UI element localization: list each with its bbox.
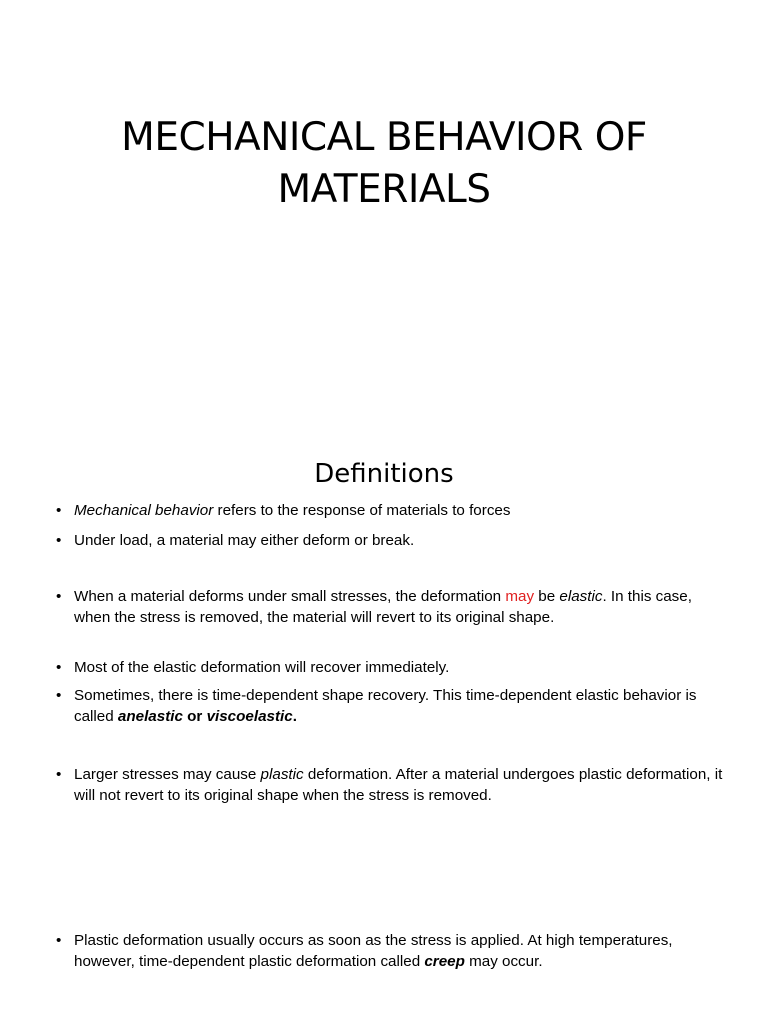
bullet-text: refers to the response of materials to forces — [213, 502, 511, 519]
bullet-text: When a material deforms under small stresses, the deformation — [74, 588, 506, 605]
bullet-text: Most of the elastic deformation will recover immediately. — [74, 659, 450, 676]
term-mechanical-behavior: Mechanical behavior — [74, 502, 214, 519]
bullet-text: deformation. After a material undergoes plastic deformation, it will not revert to its original shape when the stress is removed. — [74, 766, 723, 804]
bullet-text: Larger stresses may cause — [74, 766, 261, 783]
highlight-may: may — [505, 588, 535, 605]
term-anelastic: anelastic — [117, 708, 183, 725]
bullet-text: . In this case, when the stress is removed, the material will revert to its original shape. — [74, 588, 692, 626]
bullet-item-5 — [54, 685, 724, 727]
bullet-text: may occur. — [464, 953, 543, 970]
bullet-item-7 — [54, 930, 724, 972]
term-elastic: elastic — [559, 588, 603, 605]
title-line-1: MECHANICAL BEHAVIOR OF — [121, 115, 647, 160]
bullet-icon: • — [56, 932, 62, 949]
bullet-item-6 — [54, 764, 724, 806]
bullet-icon: • — [56, 588, 62, 605]
bullet-text: Sometimes, there is time-dependent shape recovery. This time-dependent elastic behavior is called — [74, 687, 697, 725]
bullet-text: Under load, a material may either deform or break. — [74, 532, 415, 549]
bullet-item-4 — [54, 657, 724, 678]
definitions-heading: Definitions — [314, 459, 454, 489]
bullet-text: or — [182, 708, 207, 725]
bullet-icon: • — [56, 659, 62, 676]
bullet-item-3 — [54, 586, 724, 628]
bullet-icon: • — [56, 687, 62, 704]
term-creep: creep — [424, 953, 465, 970]
bullet-text: Plastic deformation usually occurs as soon as the stress is applied. At high temperatures, however, time-dependent plastic deformation called — [74, 932, 673, 970]
definitions-slide — [0, 452, 768, 1024]
title-slide — [0, 112, 768, 222]
title-line-2: MATERIALS — [277, 167, 491, 212]
bullet-icon: • — [56, 502, 62, 519]
bullet-icon: • — [56, 766, 62, 783]
bullet-item-2 — [54, 530, 724, 551]
bullet-item-1 — [54, 500, 724, 521]
bullet-icon: • — [56, 532, 62, 549]
bullet-text: . — [292, 708, 297, 725]
bullet-text: be — [534, 588, 560, 605]
term-viscoelastic: viscoelastic — [206, 708, 293, 725]
term-plastic: plastic — [260, 766, 304, 783]
